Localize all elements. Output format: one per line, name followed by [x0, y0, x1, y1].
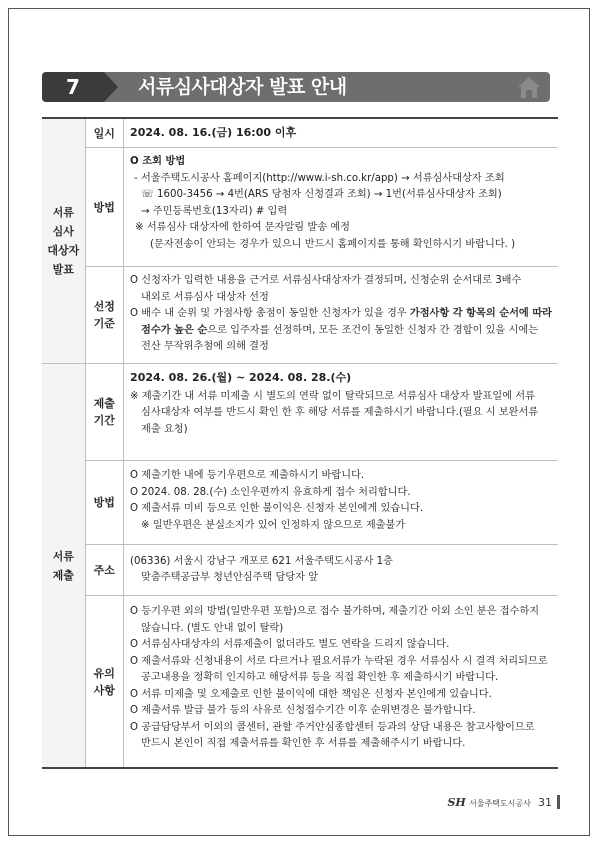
- category-screening: 서류 심사 대상자 발표: [42, 119, 85, 364]
- section-number-arrow: [104, 72, 118, 102]
- label-address: 주소: [85, 545, 123, 596]
- footer-org: 서울주택도시공사: [468, 799, 531, 808]
- row-submission-period: [42, 364, 558, 461]
- home-icon: [516, 75, 542, 99]
- sh-logo: SH: [447, 796, 466, 809]
- category-submission: 서류 제출: [42, 364, 85, 769]
- page-footer: [447, 796, 552, 810]
- info-table: [42, 119, 558, 769]
- content-address: (06336) 서울시 강남구 개포로 621 서울주택도시공사 1층 맞춤주택공급부 청년안심주택 담당자 앞: [124, 545, 558, 596]
- label-date: 일시: [85, 119, 123, 148]
- content-submission-method: O 제출기한 내에 등기우편으로 제출하시기 바랍니다. O 2024. 08. 28.(수) 소인우편까지 유효하게 접수 처리합니다. O 제출서류 미비 등으로 인한 불이익은 신청자 본인에게 있습니다. ※ 일반우편은 분실소지가 있어 인정하지 않으므로 제출불가: [124, 461, 558, 545]
- label-period: 제출 기간: [85, 364, 123, 461]
- section-title: 서류심사대상자 발표 안내: [138, 76, 347, 98]
- label-criteria: 선정 기준: [85, 267, 123, 364]
- row-submission-method: [42, 461, 558, 545]
- content-screening-method: O 조회 방법 - 서울주택도시공사 홈페이지(http://www.i-sh.co.kr/app) → 서류심사대상자 조회 ☏ 1600-3456 → 4번(ARS 당첨자 신청결과 조회) → 1번(서류심사대상자 조회) → 주민등록번호(13자리) # 입력 ※ 서류심사 대상자에 한하여 문자알림 발송 예정 (문자전송이 안되는 경우가 있으니 반드시 홈페이지를 통해 확인하시기 바랍니다. ): [124, 148, 558, 267]
- label-screening-method: 방법: [85, 148, 123, 267]
- row-notes: [42, 596, 558, 769]
- section-number: 7: [42, 72, 104, 102]
- row-screening-date: [42, 119, 558, 148]
- label-submission-method: 방법: [85, 461, 123, 545]
- content-criteria: O 신청자가 입력한 내용을 근거로 서류심사대상자가 결정되며, 신청순위 순서대로 3배수 내외로 서류심사 대상자 선정 O 배수 내 순위 및 가점사항 총점이 동일한 신청자가 있을 경우 가점사항 각 항목의 순서에 따라 점수가 높은 순으로 입주자를 선정하며, 모든 조건이 동일한 신청자 간 경합이 있을 시에는 전산 무작위추첨에 의해 결정: [124, 267, 558, 364]
- label-notes: 유의 사항: [85, 596, 123, 769]
- page-number: 31: [538, 796, 552, 809]
- section-header: [42, 72, 550, 102]
- value-date: 2024. 08. 16.(금) 16:00 이후: [124, 119, 558, 148]
- criteria-highlight-2: 점수가 높은 순: [141, 324, 208, 336]
- content-notes: O 등기우편 외의 방법(일반우편 포함)으로 접수 불가하며, 제출기간 이외 소인 분은 접수하지 않습니다. (별도 안내 없이 탈락) O 서류심사대상자의 서류제출이 없더라도 별도 연락을 드리지 않습니다. O 제출서류와 신청내용이 서로 다르거나 필요서류가 누락된 경우 서류심사 시 결격 처리되므로 공고내용을 정확히 인지하고 해당서류 등을 직접 확인한 후 제출하시기 바랍니다. O 서류 미제출 및 오제출로 인한 불이익에 대한 책임은 신청자 본인에게 있습니다. O 제출서류 발급 불가 등의 사유로 신청접수기간 이후 순위변경은 불가합니다. O 공급담당부서 이외의 콜센터, 관할 주거안심종합센터 등과의 상담 내용은 참고사항이므로 반드시 본인이 직접 제출서류를 확인한 후 서류를 제출해주시기 바랍니다.: [124, 596, 558, 769]
- content-period: 2024. 08. 26.(월) ~ 2024. 08. 28.(수) ※ 제출기간 내 서류 미제출 시 별도의 연락 없이 탈락되므로 서류심사 대상자 발표일에 서류 심사대상자 여부를 반드시 확인 한 후 해당 서류를 제출하시기 바랍니다.(필요 시 보완서류 제출 요청): [124, 364, 558, 461]
- row-screening-method: [42, 148, 558, 267]
- row-address: [42, 545, 558, 596]
- criteria-highlight-1: 가점사항 각 항목의 순서에 따라: [409, 308, 552, 319]
- phone-line: ☏ 1600-3456 → 4번(ARS 당첨자 신청결과 조회) → 1번(서류심사대상자 조회): [141, 189, 502, 200]
- row-screening-criteria: [42, 267, 558, 364]
- table-bottom-rule: [42, 767, 558, 769]
- footer-bar: [557, 795, 560, 809]
